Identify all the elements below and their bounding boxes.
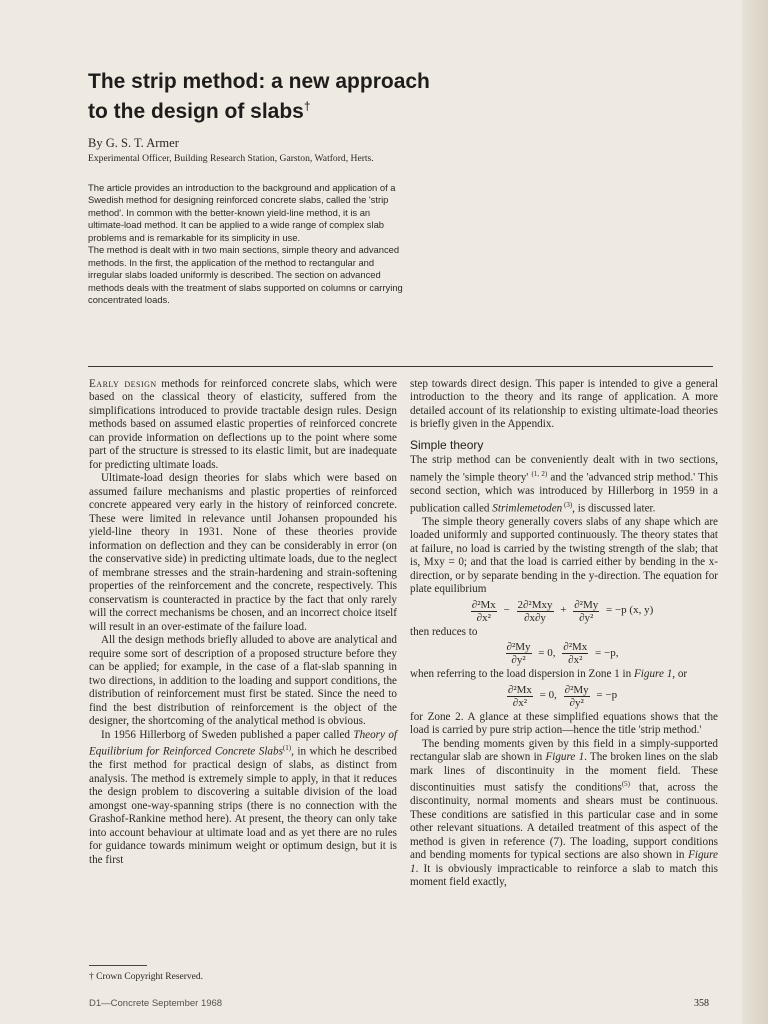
reference-mark: (3) xyxy=(562,500,573,509)
equation-zone-1: $\frac{\text{∂²My}}{\text{∂y²}}$ = 0, $\frac{\text{∂²Mx}}{\text{∂x²}}$ = −p, xyxy=(506,641,619,667)
page-edge xyxy=(742,0,768,1024)
cited-title: Strimlemetoden xyxy=(492,502,563,515)
abstract-paragraph: The method is dealt with in two main sections, simple theory and advanced methods. In the first, the application of the method to rectangular and irregular slabs loaded uniformly is described. The section on advanced methods deals with the treatment of slabs supported on columns or carrying concentrated loads. xyxy=(88,244,403,306)
left-column xyxy=(89,378,397,867)
body-paragraph: The strip method can be conveniently dealt with in two sections, namely the 'simple theory' $^{(1, 2)}$ and the 'advanced strip method.' This second section, which was introduced by Hillerborg in 1959 in a publication called Strimlemetoden $^{(3)}$, is discussed later. xyxy=(410,454,718,515)
body-paragraph: The bending moments given by this field in a simply-supported rectangular slab are shown in Figure 1. The broken lines on the slab mark lines of discontinuity in the moment field. These discontinuities must satisfy the conditions$^{(5)}$ that, across the discontinuity, normal moments and shears must be continuous. These conditions are satisfied in this particular case and in some other relevant situations. A detailed treatment of this aspect of the method is given in reference (7). The loading, support conditions and bending moments for typical sections are also shown in Figure 1. It is obviously impracticable to reinforce a slab to match this moment field exactly, xyxy=(410,737,718,889)
body-paragraph: Early design methods for reinforced concrete slabs, which were based on the classical theory of elasticity, suffered from the simplifications introduced to provide tractable design rules. Design methods based on assumed elastic properties of reinforced concrete can provide information on deflections up to the point where some part of the structure is stressed to its elastic limit, but are inadequate for predicting ultimate loads. xyxy=(89,378,397,471)
page-number: 358 xyxy=(694,998,709,1009)
abstract-paragraph: The article provides an introduction to the background and application of a Swedish method for designing reinforced concrete slabs, called the 'strip method'. In common with the better-known yield-line method, it is an ultimate-load method. It can be applied to a wide range of complex slab problems and is remarkable for its simplicity in use. xyxy=(88,182,396,243)
reference-mark: (5) xyxy=(621,780,630,789)
body-paragraph: Ultimate-load design theories for slabs which were based on assumed failure mechanisms and plastic properties of reinforced concrete appeared very early in the history of reinforced concrete. These were limited in relevance until Johansen propounded his yield-line theory in 1931. None of these theories provide information on deflection and they can be considerably in error (on the conservative side) in predicting ultimate loads, due to the neglect of membrane stresses and the strain-hardening and strain-softening properties of the reinforcement and the concrete, respectively. This conservatism is counteracted in practice by the fact that only rarely will the correct mechanisms be chosen, and an incorrect choice itself will result in an over-estimate of the failure load. xyxy=(89,472,397,633)
copyright-mark: † xyxy=(303,99,311,113)
right-column xyxy=(410,378,718,890)
page-title: The strip method: a new approach to the design of slabs† xyxy=(88,70,430,123)
journal-footer: D1—Concrete September 1968 xyxy=(89,998,223,1009)
body-paragraph: All the design methods briefly alluded to above are analytical and require some sort of description of a proposed structure before they can be applied; for example, in the case of a flat-slab spanning in two directions, in addition to the loading and support conditions, the distribution of reinforcement must first be stated. Since the need to find the best distribution of reinforcement is the object of the designer, the shortcoming of the analytical method is obvious. xyxy=(89,634,397,728)
section-divider xyxy=(88,366,713,367)
abstract xyxy=(88,182,403,307)
figure-reference: Figure 1 xyxy=(545,751,585,764)
footnote: † Crown Copyright Reserved. xyxy=(89,972,203,982)
affiliation-line: Experimental Officer, Building Research Station, Garston, Watford, Herts. xyxy=(88,153,374,164)
reference-mark: (1, 2) xyxy=(531,469,548,478)
body-paragraph: for Zone 2. A glance at these simplified equations shows that the load is carried by pure strip action—hence the title 'strip method.' xyxy=(410,710,718,737)
body-paragraph: In 1956 Hillerborg of Sweden published a paper called Theory of Equilibrium for Reinforced Concrete Slabs$^{(1)}$, in which he described the first method for practical design of slabs, as distinct from analysis. The method is extremely simple to apply, in that it reduces the design problem to discovering a suitable division of the load amongst one-way-spanning strips (there is no connection with the Grashof-Rankine method here). At present, the theory can only take into account behaviour at ultimate load and as yet there are no rules for guidance towards minimum weight or optimum design, but it is the first xyxy=(89,728,397,866)
author-line: By G. S. T. Armer xyxy=(88,136,179,150)
figure-reference: Figure 1 xyxy=(410,849,718,875)
body-text: then reduces to xyxy=(410,625,478,638)
cited-title: Theory of Equilibrium for Reinforced Concrete Slabs xyxy=(89,728,397,758)
reference-mark: (1) xyxy=(282,744,292,753)
body-paragraph: The simple theory generally covers slabs of any shape which are loaded uniformly and supported continuously. The theory states that at failure, no load is carried by the twisting strength of the slab; that is, Mxy = 0; and that the load is carried either by bending in the x-direction, or by separate bending in the y-direction. The equation for plate equilibrium xyxy=(410,515,718,596)
body-text: when referring to the load dispersion in Zone 1 in Figure 1, or xyxy=(410,668,688,681)
lead-in: Early design xyxy=(89,378,157,390)
body-paragraph: step towards direct design. This paper is intended to give a general introduction to the theory and its range of application. A more detailed account of its relationship to existing ultimate-load theories is briefly given in the Appendix. xyxy=(410,378,718,431)
equation-zone-2: $\frac{\text{∂²Mx}}{\text{∂x²}}$ = 0, $\frac{\text{∂²My}}{\text{∂y²}}$ = −p xyxy=(507,683,618,709)
figure-reference: Figure 1 xyxy=(634,668,673,681)
equation-plate-equilibrium: $\frac{\text{∂²Mx}}{\text{∂x²}}$ − $\frac{\text{2∂²Mxy}}{\partial x\partial y}$ + $\frac{\text{∂²My}}{\text{∂y²}}$ = −p (x, y) xyxy=(471,598,654,624)
section-heading: Simple theory xyxy=(410,437,484,452)
footnote-divider xyxy=(89,965,147,966)
